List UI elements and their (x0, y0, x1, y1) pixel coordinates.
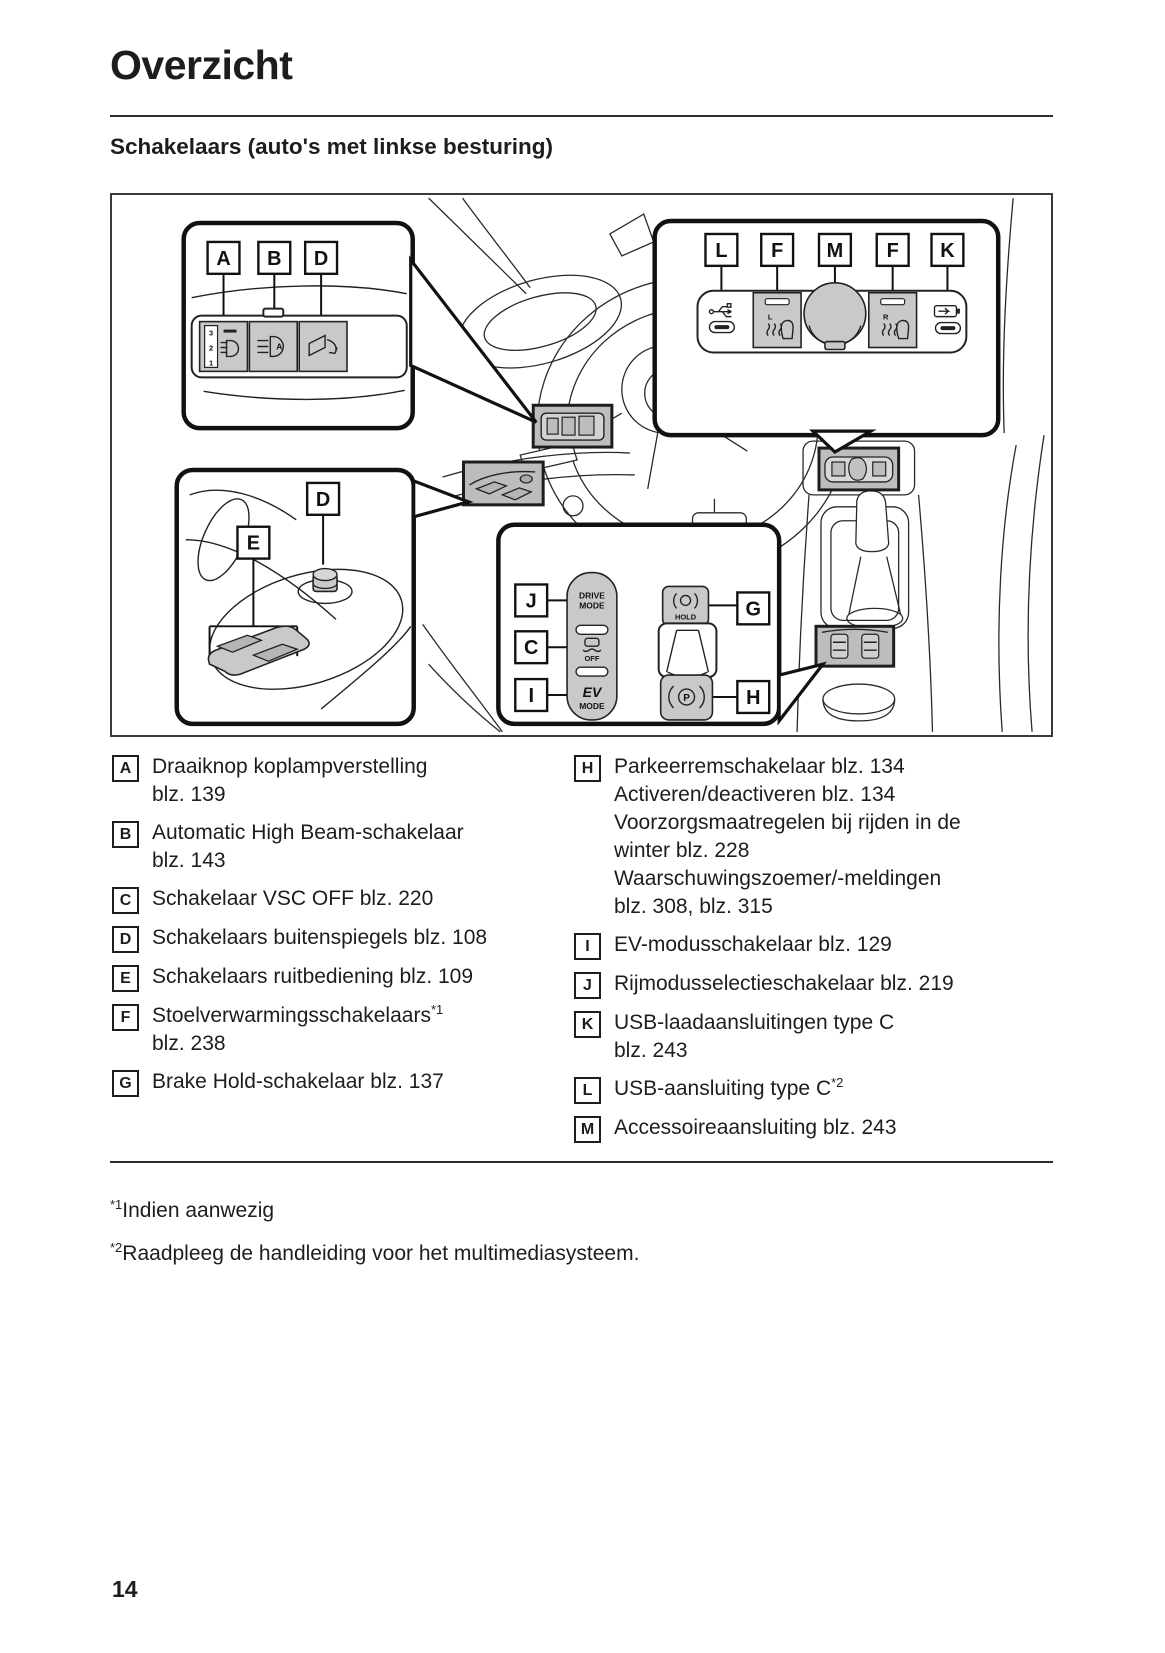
legend-key-c: C (112, 887, 139, 914)
ahb-a-glyph: A (276, 341, 283, 352)
legend-line: Parkeerremschakelaar blz. 134 (614, 755, 905, 778)
mirror-fold-switch-icon (299, 322, 347, 372)
legend-line: Draaiknop koplampverstelling (152, 755, 428, 778)
legend-item-a (110, 753, 572, 809)
legend-item-i (572, 931, 1053, 960)
footnote-ref-2: *2 (831, 1075, 844, 1090)
highlight-panel-door-switches (464, 462, 544, 505)
callout-label-k: K (940, 239, 955, 262)
legend-key-i: I (574, 933, 601, 960)
legend-line: blz. 139 (152, 783, 226, 806)
legend-line: EV-modusschakelaar blz. 129 (614, 933, 892, 956)
legend-line: Schakelaars ruitbediening blz. 109 (152, 965, 474, 988)
svg-text:DRIVE: DRIVE (579, 590, 605, 601)
inset-door-switches (177, 470, 469, 724)
title-divider (110, 115, 1053, 117)
legend-line: Schakelaars buitenspiegels blz. 108 (152, 926, 488, 949)
footnotes (110, 1197, 1053, 1268)
svg-text:MODE: MODE (579, 600, 605, 611)
legend-item-k (572, 1009, 1053, 1065)
dashboard-diagram-svg (112, 195, 1051, 735)
callout-label-i: I (528, 684, 534, 707)
svg-text:OFF: OFF (584, 654, 600, 664)
svg-text:HOLD: HOLD (674, 612, 697, 622)
legend-item-h (572, 753, 1053, 921)
svg-text:2: 2 (208, 343, 214, 353)
parking-brake-switch (661, 675, 713, 720)
inset-dash-switches (184, 223, 536, 428)
callout-label-g: G (745, 598, 762, 621)
callout-label-h: H (746, 686, 761, 709)
legend-key-l: L (574, 1077, 601, 1104)
callout-label-f1: F (771, 239, 784, 262)
highlight-panel-dash-switches (533, 405, 612, 447)
svg-text:L: L (767, 312, 773, 322)
callout-label-d2: D (315, 488, 331, 511)
svg-text:R: R (883, 312, 889, 322)
svg-text:P: P (683, 692, 690, 704)
legend-line: USB-aansluiting type C$^{*2}$ (614, 1075, 844, 1100)
legend-line: blz. 238 (152, 1032, 226, 1055)
callout-label-e: E (246, 532, 261, 555)
legend-line: winter blz. 228 (614, 839, 750, 862)
callout-label-b: B (267, 247, 282, 270)
highlight-panel-console-bottom (816, 626, 894, 666)
legend-key-a: A (112, 755, 139, 782)
legend-left-column (110, 753, 572, 1153)
legend-item-c (110, 885, 572, 914)
legend-item-f (110, 1002, 572, 1058)
legend-item-l (572, 1075, 1053, 1104)
callout-label-a: A (216, 247, 231, 270)
inset-console-top (655, 221, 999, 452)
legend-line: Brake Hold-schakelaar blz. 137 (152, 1070, 444, 1093)
legend-line: blz. 143 (152, 849, 226, 872)
legend-key-m: M (574, 1116, 601, 1143)
legend-line: Stoelverwarmingsschakelaars$^{*1}$ (152, 1002, 444, 1027)
shifter-gate-sketch (659, 623, 717, 677)
seat-heater-right-button (869, 293, 917, 348)
legend-key-f: F (112, 1004, 139, 1031)
page-title: Overzicht (110, 42, 293, 88)
brake-hold-button (663, 586, 709, 625)
legend-line: Accessoireaansluiting blz. 243 (614, 1116, 897, 1139)
legend-key-g: G (112, 1070, 139, 1097)
legend-key-b: B (112, 821, 139, 848)
legend-line: blz. 243 (614, 1039, 688, 1062)
svg-text:1: 1 (208, 358, 214, 368)
legend-item-d (110, 924, 572, 953)
svg-text:EV: EV (582, 684, 602, 701)
legend-key-e: E (112, 965, 139, 992)
svg-text:MODE: MODE (579, 700, 605, 711)
legend-line: Voorzorgsmaatregelen bij rijden in de (614, 811, 961, 834)
legend-item-g (110, 1068, 572, 1097)
callout-label-j: J (525, 590, 537, 613)
legend-item-b (110, 819, 572, 875)
legend-key-k: K (574, 1011, 601, 1038)
callout-label-c: C (524, 637, 539, 660)
section-subtitle: Schakelaars (auto's met linkse besturing) (110, 134, 554, 159)
dashboard-diagram (110, 193, 1053, 737)
legend-key-j: J (574, 972, 601, 999)
seat-heater-left-button (753, 293, 801, 348)
legend-item-j (572, 970, 1053, 999)
callout-label-f2: F (886, 239, 899, 262)
footnote-divider (110, 1161, 1053, 1163)
callout-label-m: M (826, 239, 844, 262)
legend-line: Waarschuwingszoemer/-meldingen (614, 867, 942, 890)
footnote-ref-1: *1 (430, 1002, 444, 1017)
footnote-1: $^{*1}$Indien aanwezig (110, 1197, 275, 1222)
inset-console-bottom (498, 525, 823, 724)
footnote-2: $^{*2}$Raadpleeg de handleiding voor het multimediasysteem. (110, 1240, 640, 1265)
svg-text:3: 3 (208, 328, 214, 338)
legend-item-m (572, 1114, 1053, 1143)
highlight-panel-console-top (819, 448, 899, 490)
legend-item-e (110, 963, 572, 992)
headlight-leveling-switch-icon (200, 322, 248, 372)
callout-label-l: L (715, 239, 728, 262)
legend-right-column (572, 753, 1053, 1153)
legend-line: Activeren/deactiveren blz. 134 (614, 783, 896, 806)
legend-line: Rijmodusselectieschakelaar blz. 219 (614, 972, 954, 995)
legend-line: Schakelaar VSC OFF blz. 220 (152, 887, 434, 910)
page-number: 14 (112, 1576, 138, 1602)
legend (110, 753, 1053, 1153)
drive-mode-switch-cluster (567, 573, 617, 720)
callout-label-d: D (313, 247, 329, 270)
legend-line: blz. 308, blz. 315 (614, 895, 773, 918)
legend-key-d: D (112, 926, 139, 953)
legend-line: USB-laadaansluitingen type C (614, 1011, 895, 1034)
legend-key-h: H (574, 755, 601, 782)
legend-line: Automatic High Beam-schakelaar (152, 821, 464, 844)
